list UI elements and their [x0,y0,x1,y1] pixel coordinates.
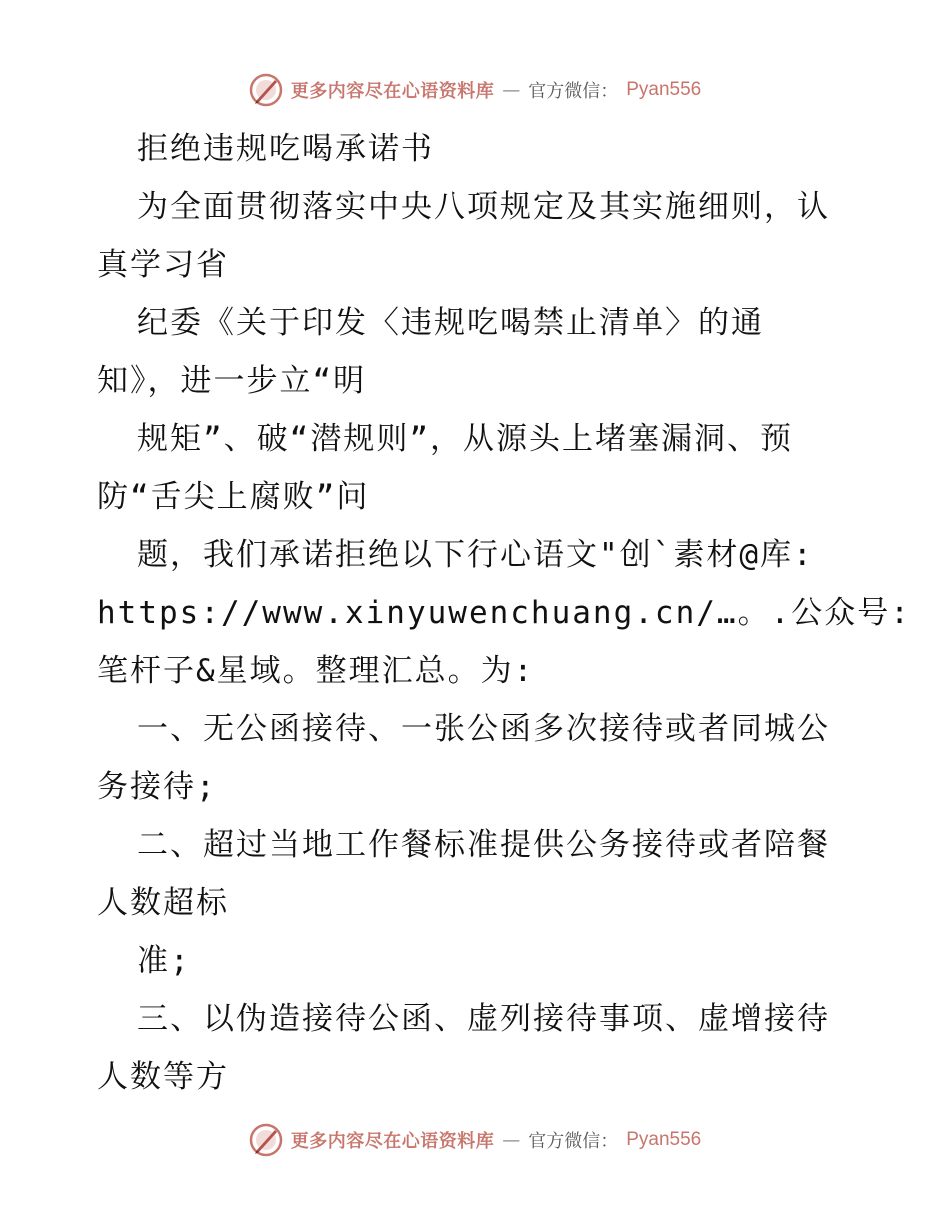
paragraph-line: 知》，进一步立“明 [97,363,367,399]
banner-separator: — [502,79,521,101]
list-item-3: 三、以伪造接待公函、虚列接待事项、虚增接待 [137,1001,830,1037]
paragraph-line: 准; [137,943,191,979]
paragraph-line: 务接待; [97,769,217,805]
header-banner [0,70,950,110]
list-item-1: 一、无公函接待、一张公函多次接待或者同城公 [137,711,830,747]
banner-site-text: 更多内容尽在心语资料库 [290,81,495,102]
paragraph-line: 人数等方 [97,1059,229,1095]
banner-site-text: 更多内容尽在心语资料库 [290,1131,495,1152]
paragraph-line: 笔杆子&星域。整理汇总。为: [97,653,535,689]
paragraph-line: 题，我们承诺拒绝以下行心语文"创`素材@库: [137,537,814,573]
paragraph-line: 为全面贯彻落实中央八项规定及其实施细则，认 [137,189,830,225]
quill-pen-logo-icon [249,73,283,107]
quill-pen-logo-icon [249,1123,283,1157]
paragraph-line: 规矩”、破“潜规则”，从源头上堵塞漏洞、预 [137,421,793,457]
document-title: 拒绝违规吃喝承诺书 [137,131,434,167]
paragraph-line: 真学习省 [97,247,229,283]
document-body [97,120,911,1106]
banner-wechat-label: 官方微信： [528,81,619,102]
banner-wechat-id: Pyan556 [626,1129,702,1150]
paragraph-line: 防“舌尖上腐败”问 [97,479,370,515]
paragraph-line: 人数超标 [97,885,229,921]
footer-banner [0,1120,950,1160]
banner-wechat-label: 官方微信： [528,1131,619,1152]
banner-separator: — [502,1129,521,1151]
url-line: https://www.xinyuwenchuang.cn/…。.公众号: [97,595,911,631]
paragraph-line: 纪委《关于印发〈违规吃喝禁止清单〉的通 [137,305,764,341]
list-item-2: 二、超过当地工作餐标准提供公务接待或者陪餐 [137,827,830,863]
banner-wechat-id: Pyan556 [626,79,702,100]
